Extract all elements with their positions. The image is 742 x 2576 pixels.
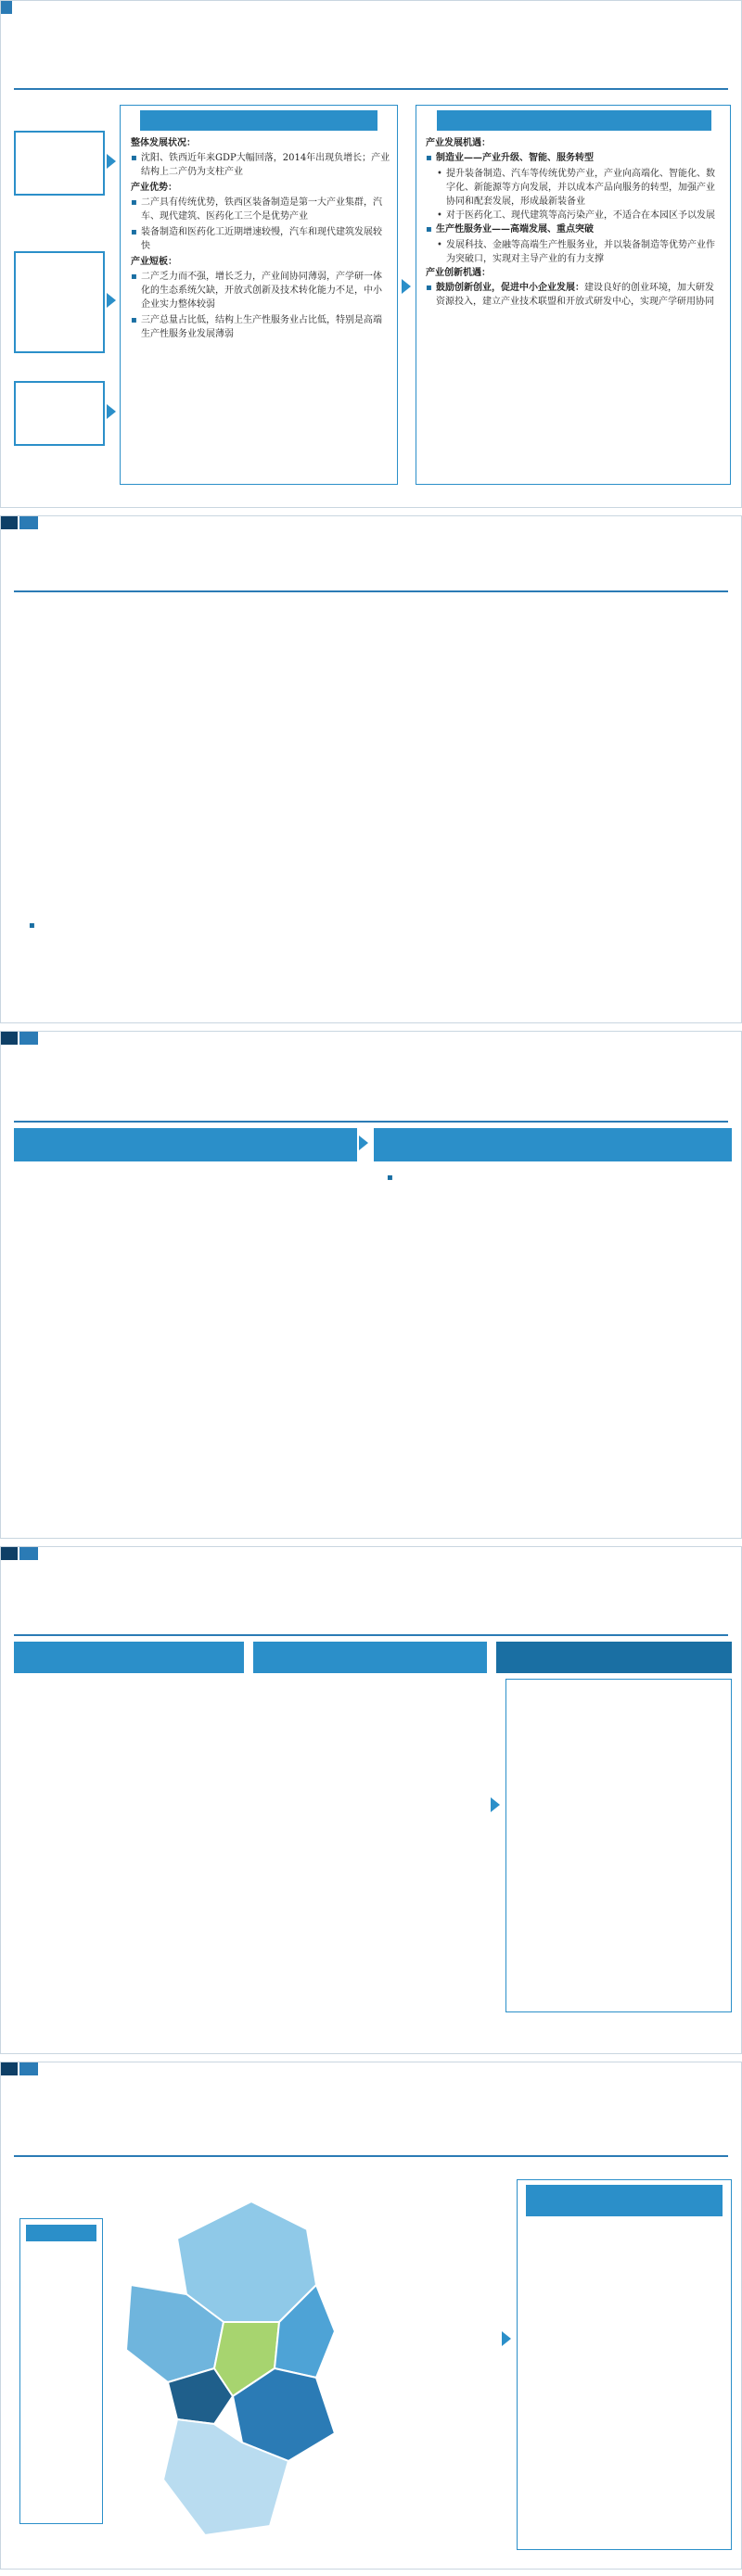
slide-5 [0,2062,742,2570]
c3-chart [261,1710,483,1905]
arrow-icon [107,404,116,419]
section-list [426,151,723,165]
status-summary-header [140,110,377,131]
sub-list [426,238,723,266]
section-head: 产业创新机遇： [426,268,491,278]
slide-1 [0,0,742,508]
slide-tag [19,2062,38,2075]
service-strategy-header [496,1642,732,1673]
c2-chart [29,1881,242,2020]
section-list [426,281,723,309]
hunnan-box [517,2179,732,2550]
industry-chart [14,1213,246,1445]
arrow-icon [107,293,116,308]
service-structure-header [253,1642,487,1673]
district-map [112,2183,344,2544]
insight-header [437,110,711,131]
section-head-text: 鼓励创新创业，促进中小企业发展： [436,283,584,293]
section-number [1,2062,18,2075]
c1-legend [29,1694,242,1707]
status-summary-body [131,136,390,343]
slide-tag [19,516,38,529]
section-head [426,151,723,165]
title-rule [14,590,728,592]
section-list [426,222,723,236]
section-item: ▪ 装备制造和医药化工近期增速较慢，汽车和现代建筑发展较快 [131,225,390,253]
arrow-icon [491,1797,500,1812]
sub-list [426,167,723,222]
section-head-text: 生产性服务业——高端发展、重点突破 [436,224,594,235]
left-label-economy [14,131,105,196]
section-item: ▪ 二产乏力而不强，增长乏力，产业间协同薄弱，产学研一体化的生态系统欠缺，开放式创新及技术转化能力不足，中小企业实力整体较弱 [131,270,390,311]
section-item: ▪ 二产具有传统优势，铁西区装备制造是第一大产业集群，汽车、现代建筑、医药化工三个是优势产业 [131,196,390,223]
strategy-header [374,1128,732,1161]
sub-item: • 提升装备制造、汽车等传统优势产业，产业向高端化、智能化、数字化、新能源等方向发展，并以成本产品向服务的转型，加强产业协同和配套发展，形成最新装备业 [437,167,723,209]
section-head: 整体发展状况： [131,138,196,148]
section-item: ▪ 沈阳、铁西近年来GDP大幅回落，2014年出现负增长；产业结构上二产仍为支柱产业 [131,151,390,179]
insight-body [426,136,723,311]
industry-legend [19,2218,103,2524]
strategy-top [387,1169,721,1171]
left-label-plot [14,381,105,446]
weakness-header [14,1128,357,1161]
gdp-chart [29,663,353,890]
gdp-note [29,917,363,954]
arrow-icon [402,279,411,294]
slide-tag [1,1,12,14]
title-rule [14,1121,728,1123]
left-label-tiexi [14,251,105,353]
section-head: 产业短板： [131,257,177,267]
slide-2 [0,515,742,1023]
title-rule [14,1634,728,1636]
section-head [426,281,723,309]
section-number [1,1032,18,1045]
slide-tag [19,1547,38,1560]
section-inline: 建设良好的创业环境，加大研发资源投入，建立产业技术联盟和开放式研发中心，实现产学研用协同 [436,283,714,307]
service-ratio-header [14,1642,244,1673]
arrow-icon [359,1136,368,1150]
c3-legend [261,1695,483,1708]
section-list [131,196,390,253]
c1-chart [29,1707,242,1846]
c2-legend [29,1868,242,1881]
slide-tag [19,1032,38,1045]
title-rule [14,2155,728,2157]
sub-item: • 对于医药化工、现代建筑等高污染产业，不适合在本园区予以发展 [437,209,723,222]
slide-3 [0,1031,742,1539]
arrow-icon [502,2331,511,2346]
structure-chart [395,683,701,896]
section-list [131,270,390,341]
slide-4 [0,1546,742,2054]
section-head: 产业发展机遇： [426,138,491,148]
legend-title [26,2225,96,2241]
arrow-icon [107,154,116,169]
section-number [1,516,18,529]
section-head [426,222,723,236]
section-number [1,1547,18,1560]
section-head-text: 制造业——产业升级、智能、服务转型 [436,153,594,163]
sub-item: • 发展科技、金融等高端生产性服务业，并以装备制造等优势产业作为突破口，实现对主导产业的有力支撑 [437,238,723,266]
section-item: ▪ 三产总量占比低，结构上生产性服务业占比低，特别是高端生产性服务业发展薄弱 [131,313,390,341]
section-list [131,151,390,179]
strategy-box [505,1679,732,2012]
section-head: 产业优势： [131,183,177,193]
hunnan-header [526,2185,723,2216]
title-rule [14,88,728,90]
